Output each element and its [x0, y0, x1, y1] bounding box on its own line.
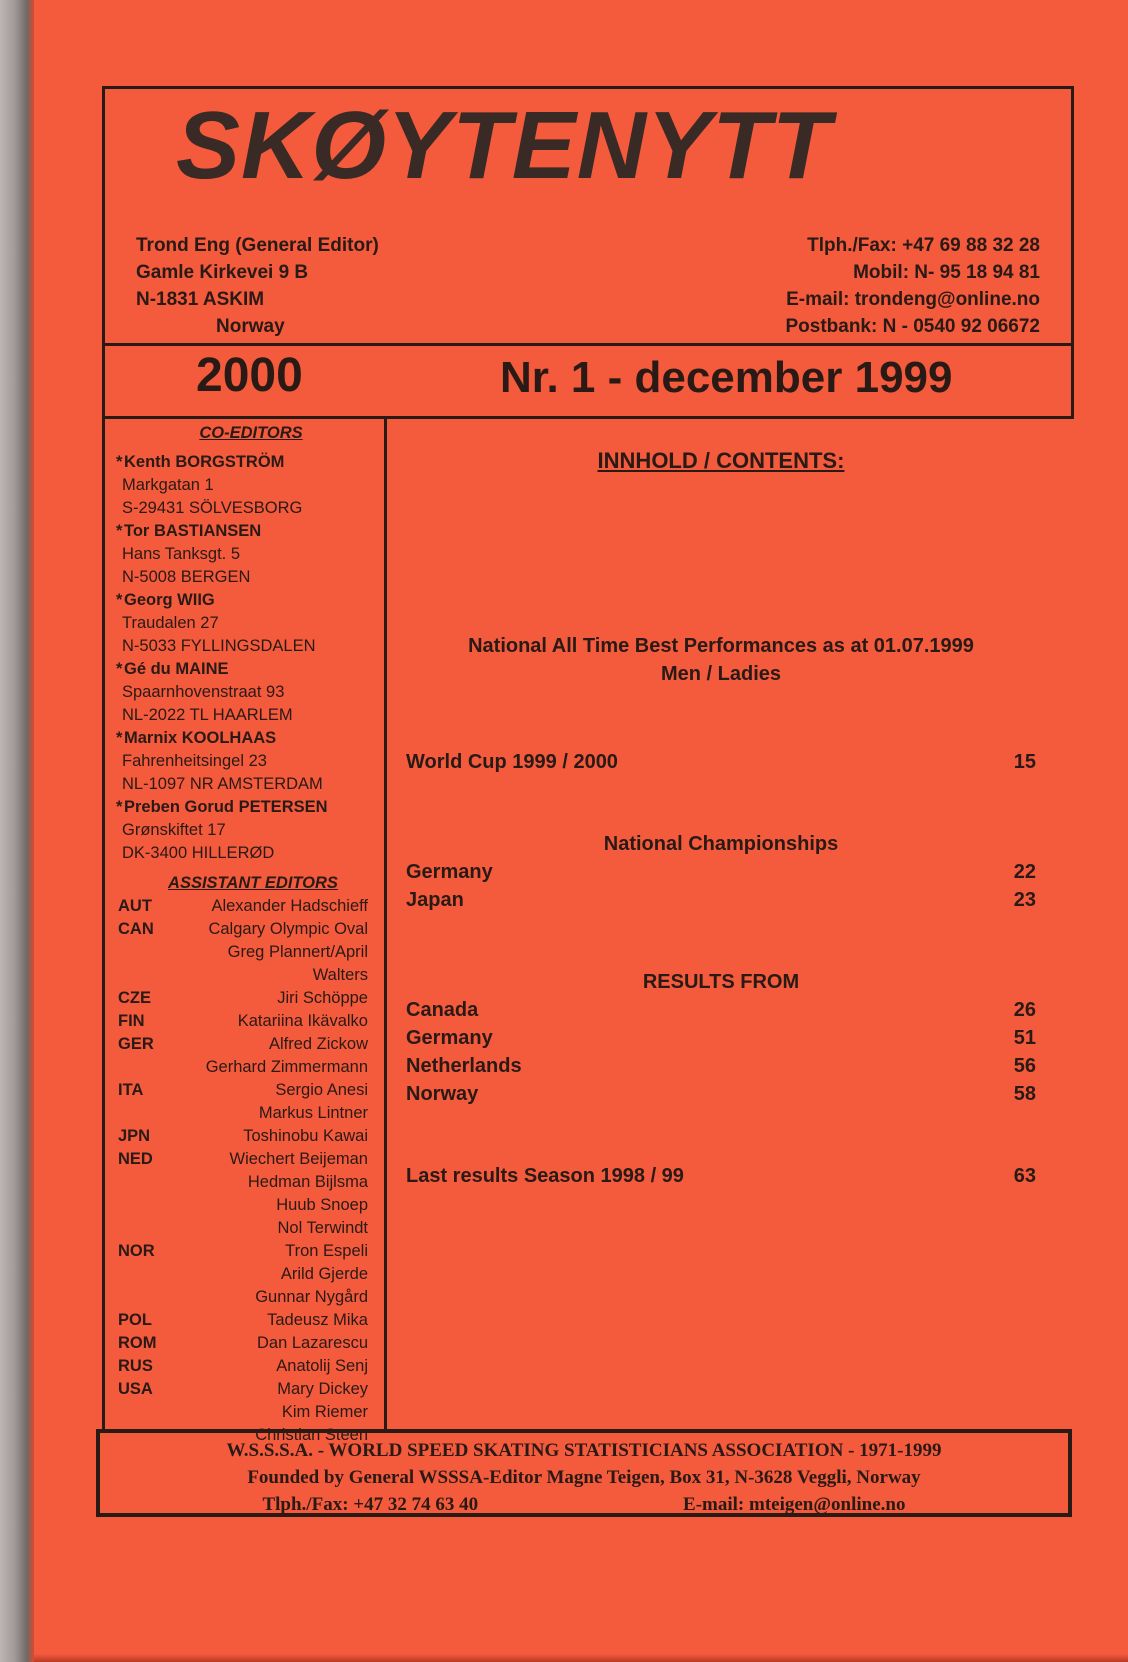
mobile: Mobil: N- 95 18 94 81: [853, 262, 1040, 283]
publisher-contact: [785, 232, 1040, 340]
editor-name: Anatolij Senj: [276, 1357, 368, 1375]
footer-email: E-mail: mteigen@online.no: [683, 1494, 906, 1515]
editor-name: Alfred Zickow: [268, 1035, 368, 1053]
coeditor-city: NL-2022 TL HAARLEM: [122, 706, 293, 724]
editor-name: Alexander Hadschieff: [211, 897, 368, 915]
toc-label: Last results Season 1998 / 99: [406, 1165, 684, 1187]
coeditor-entry: *Kenth BORGSTRÖM Markgatan 1 S-29431 SÖLVESBORG: [116, 451, 378, 520]
country-code: [118, 1194, 168, 1217]
contents-heading: INNHOLD / CONTENTS:: [597, 448, 845, 473]
toc-page: 58: [1013, 1083, 1036, 1105]
country-code: ITA: [118, 1081, 144, 1099]
email: E-mail: trondeng@online.no: [786, 289, 1040, 310]
issue-divider: [102, 416, 1074, 419]
toc-page: 26: [1013, 999, 1036, 1021]
editor-name: Dan Lazarescu: [257, 1334, 368, 1352]
coeditor-address: Markgatan 1: [122, 476, 214, 494]
publisher-address: [136, 232, 379, 340]
list-item: [118, 1263, 368, 1286]
editor-name: Gunnar Nygård: [255, 1288, 368, 1306]
country-code: [118, 1102, 168, 1125]
toc-page: 56: [1013, 1055, 1036, 1077]
publisher-country: Norway: [216, 316, 285, 337]
list-item: [118, 1217, 368, 1240]
list-item: [118, 1286, 368, 1309]
toc-label: Japan: [406, 889, 464, 911]
list-item: [118, 1125, 368, 1148]
coeditor-city: N-5033 FYLLINGSDALEN: [122, 637, 316, 655]
coeditor-entry: *Marnix KOOLHAAS Fahrenheitsingel 23 NL-1097 NR AMSTERDAM: [116, 727, 378, 796]
list-item: [118, 1355, 368, 1378]
list-item: [118, 1194, 368, 1217]
left-border: [102, 419, 105, 1429]
coeditor-address: Spaarnhovenstraat 93: [122, 683, 285, 701]
alltime-subtitle: Men / Ladies: [660, 663, 782, 685]
country-code: [118, 1217, 168, 1240]
results-heading: RESULTS FROM: [642, 971, 800, 993]
country-code: GER: [118, 1035, 154, 1053]
toc-label: Norway: [406, 1083, 479, 1105]
list-item: [118, 1309, 368, 1332]
country-code: [118, 1286, 168, 1309]
volume-year: 2000: [196, 349, 303, 402]
coeditor-address: Traudalen 27: [122, 614, 219, 632]
coeditor-name: Georg WIIG: [124, 591, 215, 609]
country-code: [118, 1401, 168, 1424]
country-code: [118, 941, 168, 987]
editor-name: Mary Dickey: [277, 1380, 368, 1398]
list-item: [118, 895, 368, 918]
country-code: USA: [118, 1380, 153, 1398]
coeditor-entry: *Georg WIIG Traudalen 27 N-5033 FYLLINGSDALEN: [116, 589, 378, 658]
coeditors-heading: CO-EDITORS: [199, 424, 303, 442]
toc-entry[interactable]: [406, 1162, 1036, 1190]
alltime-title: National All Time Best Performances as at 01.07.1999: [468, 635, 974, 657]
assistant-editors-heading: ASSISTANT EDITORS: [168, 874, 338, 892]
editor-name: Sergio Anesi: [275, 1081, 368, 1099]
country-code: CAN: [118, 920, 154, 938]
list-item: [118, 1401, 368, 1424]
footer-founder: Founded by General WSSSA-Editor Magne Teigen, Box 31, N-3628 Veggli, Norway: [247, 1467, 921, 1488]
toc-entry[interactable]: [406, 886, 1036, 914]
toc-label: Germany: [406, 861, 493, 883]
coeditor-city: S-29431 SÖLVESBORG: [122, 499, 303, 517]
toc-label: World Cup 1999 / 2000: [406, 751, 618, 773]
editor-name: Jiri Schöppe: [277, 989, 368, 1007]
coeditor-name: Kenth BORGSTRÖM: [124, 453, 285, 471]
list-item: [118, 987, 368, 1010]
association-footer: [96, 1429, 1072, 1517]
editor-name: Huub Snoep: [276, 1196, 368, 1214]
country-code: CZE: [118, 989, 151, 1007]
editor-name: Katariina Ikävalko: [237, 1012, 368, 1030]
editor-name: Calgary Olympic Oval: [208, 920, 368, 938]
footer-phone: Tlph./Fax: +47 32 74 63 40: [262, 1494, 479, 1515]
list-item: [118, 1171, 368, 1194]
coeditor-name: Marnix KOOLHAAS: [124, 729, 277, 747]
coeditor-entry: *Gé du MAINE Spaarnhovenstraat 93 NL-2022 TL HAARLEM: [116, 658, 378, 727]
coeditor-name: Tor BASTIANSEN: [124, 522, 262, 540]
editor-name: Nol Terwindt: [277, 1219, 368, 1237]
editor-name: Toshinobu Kawai: [243, 1127, 368, 1145]
toc-entry[interactable]: [406, 1080, 1036, 1108]
country-code: NOR: [118, 1242, 155, 1260]
country-code: AUT: [118, 897, 152, 915]
coeditor-city: DK-3400 HILLERØD: [122, 844, 275, 862]
editor-name: Wiechert Beijeman: [229, 1150, 368, 1168]
toc-label: Canada: [406, 999, 479, 1021]
editor-name: Markus Lintner: [258, 1104, 368, 1122]
list-item: [118, 1378, 368, 1401]
country-code: NED: [118, 1150, 153, 1168]
country-code: [118, 1171, 168, 1194]
list-item: [118, 1332, 368, 1355]
footer-association: W.S.S.S.A. - WORLD SPEED SKATING STATISTICIANS ASSOCIATION - 1971-1999: [226, 1440, 942, 1461]
page-edge-shadow: [34, 1654, 1128, 1662]
postbank: Postbank: N - 0540 92 06672: [785, 316, 1040, 337]
editor-name: Hedman Bijlsma: [247, 1173, 368, 1191]
toc-page: 51: [1013, 1027, 1036, 1049]
coeditor-city: N-5008 BERGEN: [122, 568, 251, 586]
country-code: [118, 1056, 168, 1079]
magazine-title: SKØYTENYTT: [176, 92, 832, 199]
toc-page: 23: [1013, 889, 1036, 911]
editor-name: Tron Espeli: [285, 1242, 368, 1260]
country-code: ROM: [118, 1334, 157, 1352]
toc-page: 63: [1013, 1165, 1036, 1187]
publisher-street: Gamle Kirkevei 9 B: [136, 262, 309, 283]
toc-label: Germany: [406, 1027, 493, 1049]
toc-label: Netherlands: [406, 1055, 522, 1077]
list-item: [118, 1240, 368, 1263]
toc-page: 15: [1013, 751, 1036, 773]
coeditor-name: Gé du MAINE: [124, 660, 229, 678]
column-divider: [384, 419, 387, 1429]
list-item: [118, 1056, 368, 1079]
toc-entry[interactable]: [406, 748, 1036, 776]
list-item: [118, 918, 368, 941]
table-of-contents: [406, 448, 1036, 1190]
toc-entry[interactable]: [406, 1024, 1036, 1052]
list-item: [118, 1079, 368, 1102]
national-championships-heading: National Championships: [603, 833, 839, 855]
toc-entry[interactable]: [406, 996, 1036, 1024]
assistant-editors-list: [118, 872, 368, 1447]
country-code: FIN: [118, 1012, 145, 1030]
book-spine: [0, 0, 34, 1662]
list-item: [118, 1010, 368, 1033]
publisher-city: N-1831 ASKIM: [136, 289, 265, 310]
editor-name: Tadeusz Mika: [267, 1311, 368, 1329]
editor-name: Kim Riemer: [281, 1403, 368, 1421]
coeditor-city: NL-1097 NR AMSTERDAM: [122, 775, 323, 793]
toc-entry[interactable]: [406, 858, 1036, 886]
country-code: RUS: [118, 1357, 153, 1375]
toc-page: 22: [1013, 861, 1036, 883]
country-code: [118, 1263, 168, 1286]
list-item: [118, 1102, 368, 1125]
coeditor-address: Fahrenheitsingel 23: [122, 752, 267, 770]
coeditor-entry: *Preben Gorud PETERSEN Grønskiftet 17 DK-3400 HILLERØD: [116, 796, 378, 865]
country-code: JPN: [118, 1127, 151, 1145]
editor-name: Arild Gjerde: [280, 1265, 368, 1283]
editor-name: Christian Steen: [255, 1426, 368, 1444]
coeditor-entry: *Tor BASTIANSEN Hans Tanksgt. 5 N-5008 BERGEN: [116, 520, 378, 589]
issue-number: Nr. 1 - december 1999: [500, 353, 953, 402]
header-divider: [102, 343, 1074, 346]
editor-name: Gerhard Zimmermann: [205, 1058, 368, 1076]
coeditor-address: Hans Tanksgt. 5: [122, 545, 241, 563]
coeditors-list: [116, 422, 378, 865]
country-code: POL: [118, 1311, 152, 1329]
phone-fax: Tlph./Fax: +47 69 88 32 28: [807, 235, 1040, 256]
coeditor-address: Grønskiftet 17: [122, 821, 226, 839]
list-item: [118, 941, 368, 987]
editor-name: Greg Plannert/April Walters: [227, 943, 368, 984]
general-editor: Trond Eng (General Editor): [136, 235, 379, 256]
list-item: [118, 1148, 368, 1171]
toc-entry[interactable]: [406, 1052, 1036, 1080]
list-item: [118, 1033, 368, 1056]
coeditor-name: Preben Gorud PETERSEN: [124, 798, 328, 816]
